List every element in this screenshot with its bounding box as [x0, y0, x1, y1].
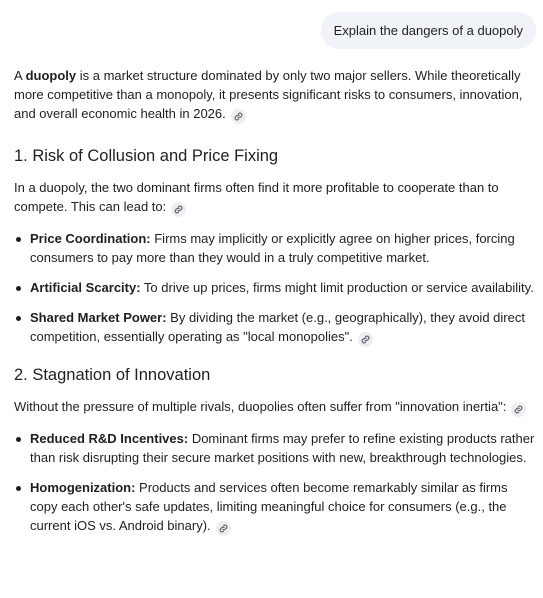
section-heading: 2. Stagnation of Innovation	[14, 366, 211, 384]
bullet-dot	[16, 286, 21, 291]
bullet-list	[14, 429, 536, 536]
list-item-text: To drive up prices, firms might limit production or service availability.	[140, 280, 534, 295]
link-icon[interactable]	[171, 202, 186, 217]
list-item-text: By dividing the market (e.g., geographically), they avoid direct competition, essentially operating as "local monopolies".	[30, 310, 525, 344]
intro-paragraph	[14, 66, 536, 124]
user-message-text: Explain the dangers of a duopoly	[333, 23, 523, 38]
list-item-term: Reduced R&D Incentives:	[30, 431, 189, 446]
section-lead-text: In a duopoly, the two dominant firms often find it more profitable to cooperate than to compete. This can lead to:	[14, 180, 499, 214]
intro-bold-term: duopoly	[25, 68, 77, 83]
user-message-bubble	[321, 12, 536, 49]
list-item-term: Homogenization:	[30, 480, 136, 495]
section-lead	[14, 397, 536, 417]
link-icon[interactable]	[511, 402, 526, 417]
list-item	[14, 478, 536, 536]
intro-prefix: A	[14, 68, 26, 83]
list-item-term: Shared Market Power:	[30, 310, 167, 325]
list-item-text: Products and services often become remarkably similar as firms copy each other's safe updates, limiting meaningful choice for consumers (e.g., the current iOS vs. Android binary).	[30, 480, 508, 533]
link-icon[interactable]	[216, 521, 231, 536]
list-item	[14, 429, 536, 467]
list-item-term: Artificial Scarcity:	[30, 280, 141, 295]
section-lead	[14, 178, 536, 217]
list-item	[14, 308, 536, 347]
assistant-response	[14, 66, 536, 547]
bullet-list	[14, 229, 536, 347]
section-heading: 1. Risk of Collusion and Price Fixing	[14, 147, 279, 165]
bullet-dot	[16, 486, 21, 491]
list-item-text: Dominant firms may prefer to refine existing products rather than risk disrupting their secure market positions with new, breakthrough technologies.	[30, 431, 535, 465]
bullet-dot	[16, 437, 21, 442]
list-item-term: Price Coordination:	[30, 231, 151, 246]
section-lead-text: Without the pressure of multiple rivals, duopolies often suffer from "innovation inertia":	[14, 399, 507, 414]
link-icon[interactable]	[231, 109, 246, 124]
intro-text: is a market structure dominated by only two major sellers. While theoretically more competitive than a monopoly, it presents significant risks to consumers, innovation, and overall economic health in 2026.	[14, 68, 523, 121]
bullet-dot	[16, 316, 21, 321]
list-item	[14, 278, 536, 297]
list-item-text: Firms may implicitly or explicitly agree on higher prices, forcing consumers to pay more than they would in a truly competitive market.	[30, 231, 515, 265]
list-item	[14, 229, 536, 267]
bullet-dot	[16, 237, 21, 242]
link-icon[interactable]	[358, 332, 373, 347]
